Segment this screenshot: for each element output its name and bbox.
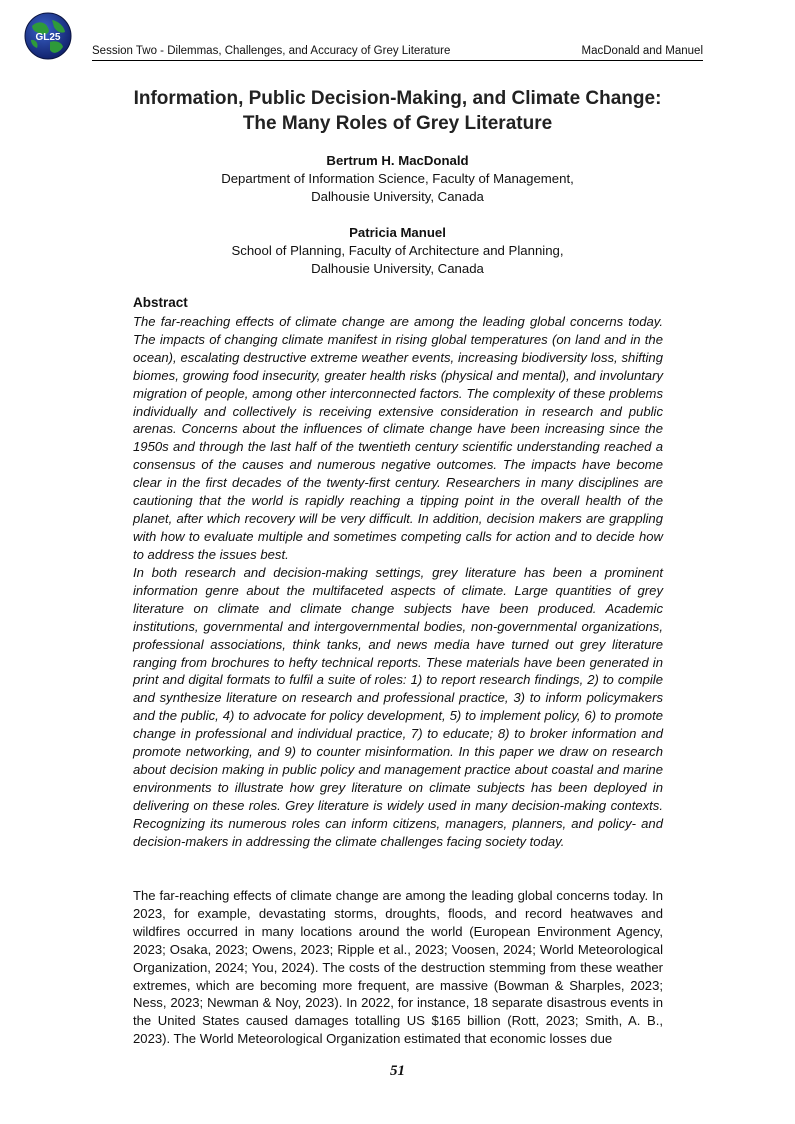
author-affiliation: Dalhousie University, Canada — [311, 261, 484, 276]
author-block-1 — [60, 152, 735, 206]
body-paragraph-1: The far-reaching effects of climate change are among the leading global concerns today. In 2023, for example, devastating storms, droughts, floods, and record heatwaves and wildfires occurred in many locations around the world (European Environment Agency, 2023; Osaka, 2023; Owens, 2023; Ripple et al., 2023; Voosen, 2024; World Meteorological Organization, 2024; You, 2024). The costs of the destruction stemming from these weather extremes, which are becoming more frequent, are massive (Bowman & Sharples, 2023; Ness, 2023; Newman & Noy, 2023). In 2022, for instance, 18 separate disastrous events in the United States caused damages totalling US $165 billion (Rott, 2023; Smith, A. B., 2023). The World Meteorological Organization estimated that economic losses due — [133, 888, 663, 1047]
header-authors: MacDonald and Manuel — [581, 45, 703, 57]
author-name: Bertrum H. MacDonald — [326, 153, 469, 168]
conference-logo — [24, 12, 72, 60]
abstract-heading: Abstract — [133, 295, 188, 310]
title-line-2: The Many Roles of Grey Literature — [242, 113, 553, 134]
author-name: Patricia Manuel — [349, 225, 446, 240]
page-number: 51 — [390, 1063, 405, 1079]
logo-text: GL25 — [35, 32, 61, 43]
author-block-2 — [60, 224, 735, 278]
running-header — [92, 45, 703, 61]
header-session: Session Two - Dilemmas, Challenges, and Accuracy of Grey Literature — [92, 45, 451, 57]
title-line-1: Information, Public Decision-Making, and Climate Change: — [133, 88, 662, 109]
abstract-paragraph-2: In both research and decision-making settings, grey literature has been a prominent information genre about the multifaceted aspects of climate. Large quantities of grey literature on climate and climate change subjects have been produced. Academic institutions, governmental and intergovernmental bodies, non-governmental organizations, professional associations, think tanks, and news media have turned out grey literature ranging from brochures to hefty technical reports. These materials have been generated in print and digital formats to fulfil a suite of roles: 1) to report research findings, 2) to compile and synthesize literature on research and professional practice, 3) to inform policymakers and the public, 4) to advocate for policy development, 5) to implement policy, 6) to promote change in professional and individual practice, 7) to educate; 8) to broker information and promote networking, and 9) to counter misinformation. In this paper we draw on research about decision making in public policy and management practice about coastal and marine environments to illustrate how grey literature on climate subjects has been deployed in delivering on these roles. Grey literature is widely used in many decision-making contexts. Recognizing its numerous roles can inform citizens, managers, planners, and policy- and decision-makers in addressing the climate challenges facing society today. — [133, 565, 663, 849]
author-affiliation: Department of Information Science, Faculty of Management, — [221, 171, 574, 186]
author-affiliation: Dalhousie University, Canada — [311, 189, 484, 204]
paper-title — [60, 86, 735, 136]
globe-icon — [24, 12, 72, 60]
author-affiliation: School of Planning, Faculty of Architecture and Planning, — [231, 243, 564, 258]
abstract-paragraph-1: The far-reaching effects of climate change are among the leading global concerns today. The impacts of changing climate manifest in rising global temperatures (on land and in the ocean), escalating destructive extreme weather events, increasing biodiversity loss, shifting biomes, growing food insecurity, greater health risks (physical and mental), and involuntary migration of people, among other interconnected factors. The complexity of these problems individually and collectively is receiving extensive consideration in research and public arenas. Concerns about the influences of climate change have been increasing since the 1950s and through the last half of the twentieth century scientific understanding reached a consensus of the causes and numerous negative outcomes. The impacts have become clear in the first decades of the twenty-first century. Researchers in many disciplines are cautioning that the world is rapidly reaching a tipping point in the overall health of the planet, after which recovery will be very difficult. In addition, decision makers are grappling with how to evaluate multiple and sometimes competing calls for action and to decide how to address the issues best. — [133, 314, 663, 562]
